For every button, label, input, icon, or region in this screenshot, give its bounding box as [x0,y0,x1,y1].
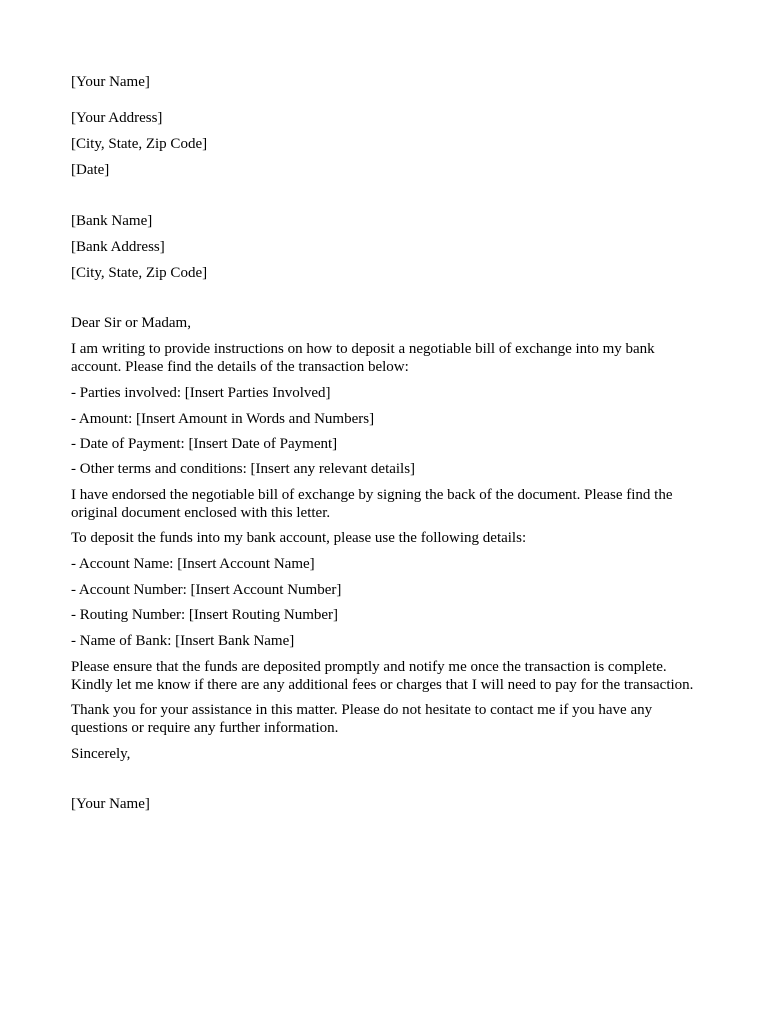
transaction-detail-parties: - Parties involved: [Insert Parties Involved] [71,385,331,401]
signature-name: [Your Name] [71,796,150,812]
salutation: Dear Sir or Madam, [71,315,191,331]
sender-city-state-zip: [City, State, Zip Code] [71,136,208,152]
endorsement-line-1: I have endorsed the negotiable bill of exchange by signing the back of the document. Please find the [71,487,673,503]
intro-line-1: I am writing to provide instructions on how to deposit a negotiable bill of exchange into my bank [71,341,655,357]
account-detail-routing: - Routing Number: [Insert Routing Number] [71,607,339,623]
deposit-intro: To deposit the funds into my bank account, please use the following details: [71,530,527,546]
request-line-2: Kindly let me know if there are any additional fees or charges that I will need to pay for the transaction. [71,677,694,693]
recipient-bank-address: [Bank Address] [71,239,165,255]
closing: Sincerely, [71,746,131,762]
endorsement-line-2: original document enclosed with this letter. [71,505,331,521]
account-detail-bank: - Name of Bank: [Insert Bank Name] [71,633,295,649]
thanks-line-1: Thank you for your assistance in this matter. Please do not hesitate to contact me if you have any [71,702,653,718]
intro-line-2: account. Please find the details of the transaction below: [71,359,409,375]
transaction-detail-terms: - Other terms and conditions: [Insert any relevant details] [71,461,416,477]
account-detail-name: - Account Name: [Insert Account Name] [71,556,315,572]
recipient-city-state-zip: [City, State, Zip Code] [71,265,208,281]
account-detail-number: - Account Number: [Insert Account Number] [71,582,342,598]
transaction-detail-date: - Date of Payment: [Insert Date of Payment] [71,436,338,452]
sender-name: [Your Name] [71,74,150,90]
sender-address: [Your Address] [71,110,163,126]
thanks-line-2: questions or require any further information. [71,720,339,736]
letter-date: [Date] [71,162,110,178]
request-line-1: Please ensure that the funds are deposited promptly and notify me once the transaction is complete. [71,659,667,675]
transaction-detail-amount: - Amount: [Insert Amount in Words and Numbers] [71,411,375,427]
recipient-bank-name: [Bank Name] [71,213,153,229]
